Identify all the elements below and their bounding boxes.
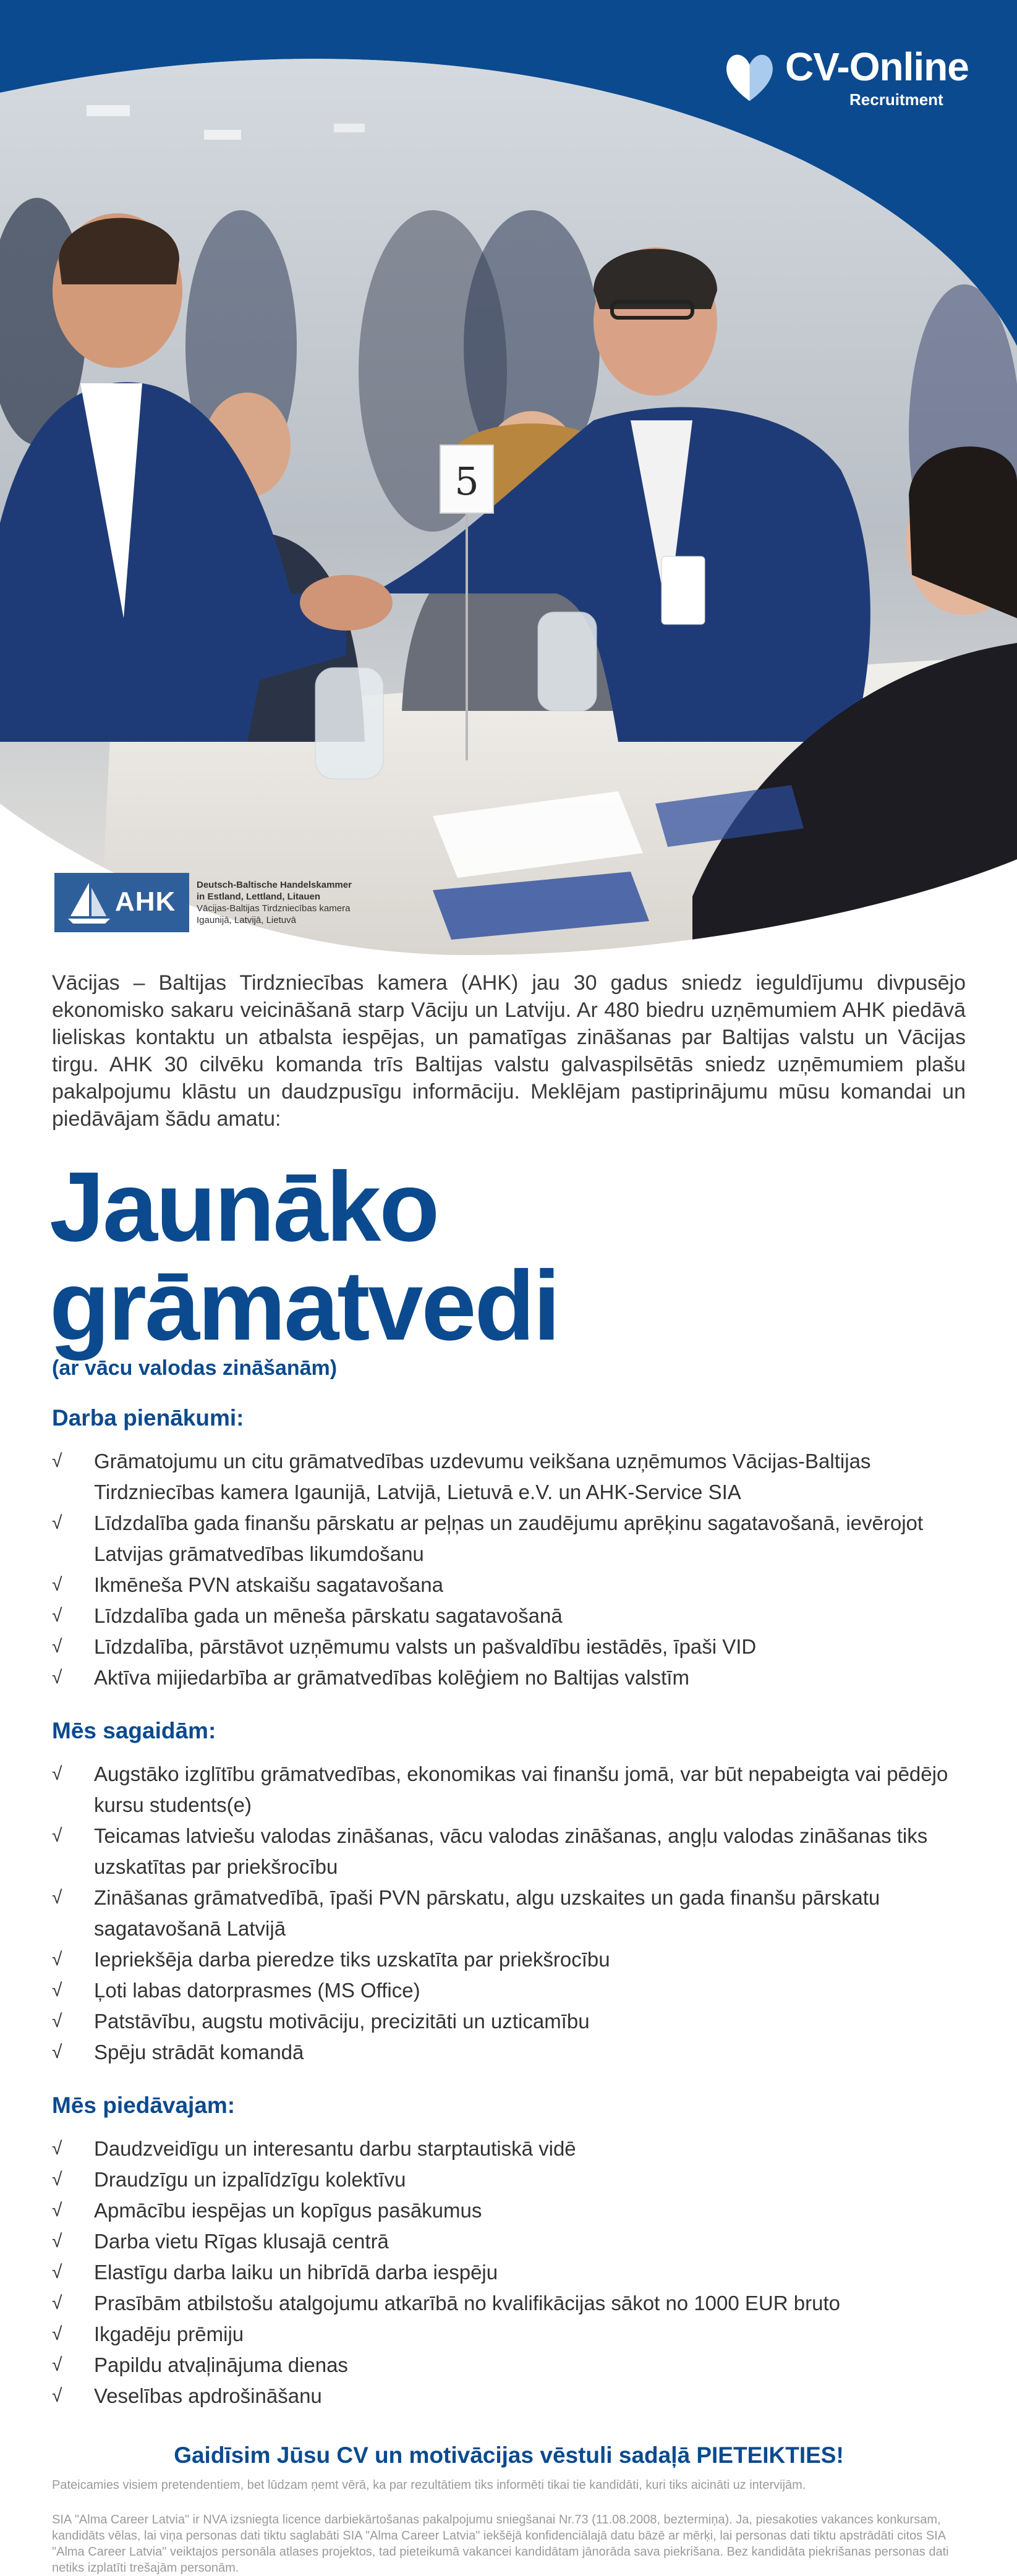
list-item-text: Aktīva mijiedarbība ar grāmatvedības kolēģiem no Baltijas valstīm [94,1666,689,1689]
ahk-logo-block [54,873,352,932]
list-item-text: Ikgadēju prēmiju [94,2323,244,2345]
ahk-chamber-name [197,879,352,926]
checkmark-icon: √ [52,1513,62,1533]
list-item-text: Prasībām atbilstošu atalgojumu atkarībā no kvalifikācijas sākot no 1000 EUR bruto [94,2292,840,2315]
checkmark-icon: √ [52,1949,62,1970]
section-title-offer: Mēs piedāvajam: [52,2093,236,2118]
list-item [52,2164,966,2195]
checkmark-icon: √ [52,1667,62,1688]
footer-legal-notice: SIA "Alma Career Latvia" ir NVA izsniegta licence darbiekārtošanas pakalpojumu sniegšanai Nr.73 (11.08.2008, beztermiņa). Ja, piesakoties vakances konkursam, kandidāts vēlas, lai viņa personas dati tiktu saglabāti SIA "Alma Career Latvia" iekšējā konfidenciālajā datu bāzē ar mērķi, lai personas dati tiktu apstrādāti citos SIA "Alma Career Latvia" veiktajos personāla atlases projektos, tad pieteikumā vakancei kandidātam jānorāda sava piekrišana. Bez kandidāta piekrišanas personas dati netiks izplatīti trešajām personām. [52,2513,949,2575]
ahk-logo [54,873,189,932]
list-item [52,1446,966,1508]
checkmark-icon: √ [52,2042,62,2062]
checkmark-icon: √ [52,2355,62,2375]
footer-note: Pateicamies visiem pretendentiem, bet lūdzam ņemt vērā, ka par rezultātiem tiks informēti tikai tie kandidāti, kuri tiks aicināti uz intervijām. [52,2478,806,2492]
checkmark-icon: √ [52,2138,62,2159]
list-item [52,1631,966,1662]
ahk-line-3: Vācijas-Baltijas Tirdzniecības kamera [197,903,351,914]
checkmark-icon: √ [52,2386,62,2406]
section-title-requirements: Mēs sagaidām: [52,1718,216,1743]
brand-name: CV-Online [785,45,969,89]
list-item-text: Spēju strādāt komandā [94,2041,304,2064]
list-item [52,1882,966,1944]
ahk-line-4: Igaunijā, Latvijā, Lietuvā [197,915,296,925]
checkmark-icon: √ [52,1980,62,2000]
list-item [52,2133,966,2164]
list-item-text: Ikmēneša PVN atskaišu sagatavošana [94,1573,443,1596]
list-item-text: Ļoti labas datorprasmes (MS Office) [94,1979,420,2002]
checkmark-icon: √ [52,2169,62,2190]
table-card-number: 5 [454,459,479,504]
list-item-text: Iepriekšēja darba pieredze tiks uzskatīta par priekšrocību [94,1948,610,1971]
list-item-text: Daudzveidīgu un interesantu darbu starptautiskā vidē [94,2137,576,2160]
brand-subtitle: Recruitment [849,90,943,109]
checkmark-icon: √ [52,1887,62,1908]
sailboat-icon [66,880,113,925]
checkmark-icon: √ [52,2293,62,2313]
checkmark-icon: √ [52,1605,62,1626]
list-item-text: Augstāko izglītību grāmatvedības, ekonomikas vai finanšu jomā, var būt nepabeigta vai pēdējo kursu students(e) [94,1762,948,1816]
list-item-text: Līdzdalība, pārstāvot uzņēmumu valsts un pašvaldību iestādēs, īpaši VID [94,1635,757,1658]
list-item-text: Draudzīgu un izpalīdzīgu kolektīvu [94,2168,406,2191]
checkmark-icon: √ [52,2200,62,2221]
checkmark-icon: √ [52,1451,62,1471]
list-item-text: Zināšanas grāmatvedībā, īpaši PVN pārskatu, algu uzskaites un gada finanšu pārskatu sagatavošanā Latvijā [94,1886,880,1940]
checkmark-icon: √ [52,1764,62,1784]
checkmark-icon: √ [52,2011,62,2031]
checkmark-icon: √ [52,2324,62,2344]
list-item-text: Līdzdalība gada finanšu pārskatu ar peļņas un zaudējumu aprēķinu sagatavošanā, ievērojot Latvijas grāmatvedības likumdošanu [94,1511,924,1565]
list-item [52,1821,966,1882]
job-ad-content [49,969,966,2576]
checkmark-icon: √ [52,2231,62,2251]
list-item-text: Darba vietu Rīgas klusajā centrā [94,2230,389,2253]
list-item [52,1600,966,1631]
list-item [52,2350,966,2381]
list-item [52,2006,966,2037]
business-handshake-photo [0,0,1017,964]
job-title: Jaunāko grāmatvedi [49,1151,559,1361]
cv-online-brand [720,47,969,108]
list-item [52,2288,966,2319]
list-item [52,1662,966,1693]
list-item [52,1759,966,1821]
ahk-line-2: in Estland, Lettland, Litauen [197,891,321,902]
list-item [52,1570,966,1600]
job-subtitle: (ar vācu valodas zināšanām) [52,1356,338,1380]
list-item [52,2319,966,2350]
checkmark-icon: √ [52,1575,62,1595]
list-item-text: Veselības apdrošināšanu [94,2384,322,2407]
list-item-text: Teicamas latviešu valodas zināšanas, vācu valodas zināšanas, angļu valodas zināšanas tiks uzskatītas par priekšrocību [94,1824,928,1878]
list-item-text: Apmācību iespējas un kopīgus pasākumus [94,2199,482,2222]
section-list-offer [52,2133,966,2412]
list-item-text: Grāmatojumu un citu grāmatvedības uzdevumu veikšana uzņēmumos Vācijas-Baltijas Tirdzniecības kamera Igaunijā, Latvijā, Lietuvā e.V. un AHK-Service SIA [94,1450,871,1503]
list-item [52,2037,966,2068]
list-item [52,1508,966,1570]
list-item-text: Elastīgu darba laiku un hibrīdā darba iespēju [94,2261,498,2284]
list-item-text: Patstāvību, augstu motivāciju, precizitāti un uzticamību [94,2010,590,2033]
list-item-text: Papildu atvaļinājuma dienas [94,2353,348,2376]
list-item [52,1975,966,2006]
checkmark-icon: √ [52,1826,62,1846]
list-item-text: Līdzdalība gada un mēneša pārskatu sagatavošanā [94,1604,563,1627]
section-list-requirements [52,1759,966,2068]
list-item [52,2226,966,2257]
intro-paragraph: Vācijas – Baltijas Tirdzniecības kamera (AHK) jau 30 gadus sniedz ieguldījumu divpusējo ekonomisko sakaru veicināšanā starp Vāciju un Latviju. Ar 480 biedru uzņēmumiem AHK piedāvā lieliskas kontaktu un atbalsta iespējas, un pamatīgas zināšanas par Baltijas valstu un Vācijas tirgu. AHK 30 cilvēku komanda trīs Baltijas valstu galvaspilsētās sniedz uzņēmumiem plašu pakalpojumu klāstu un daudzpusīgu informāciju. Meklējam pastiprinājumu mūsu komandai un piedāvājam šādu amatu: [52,971,966,1131]
section-title-responsibilities: Darba pienākumi: [52,1405,244,1430]
hero-banner [0,0,1017,964]
apply-call-to-action: Gaidīsim Jūsu CV un motivācijas vēstuli sadaļā PIETEIKTIES! [174,2442,844,2468]
checkmark-icon: √ [52,2262,62,2282]
list-item [52,2195,966,2226]
section-list-responsibilities [52,1446,966,1693]
job-sections [52,1405,966,2412]
checkmark-icon: √ [52,1636,62,1657]
list-item [52,2257,966,2288]
list-item [52,1944,966,1975]
ahk-logo-text: AHK [115,886,176,917]
cv-online-logo-icon [720,47,779,106]
ahk-line-1: Deutsch-Baltische Handelskammer [197,880,352,890]
list-item [52,2381,966,2412]
